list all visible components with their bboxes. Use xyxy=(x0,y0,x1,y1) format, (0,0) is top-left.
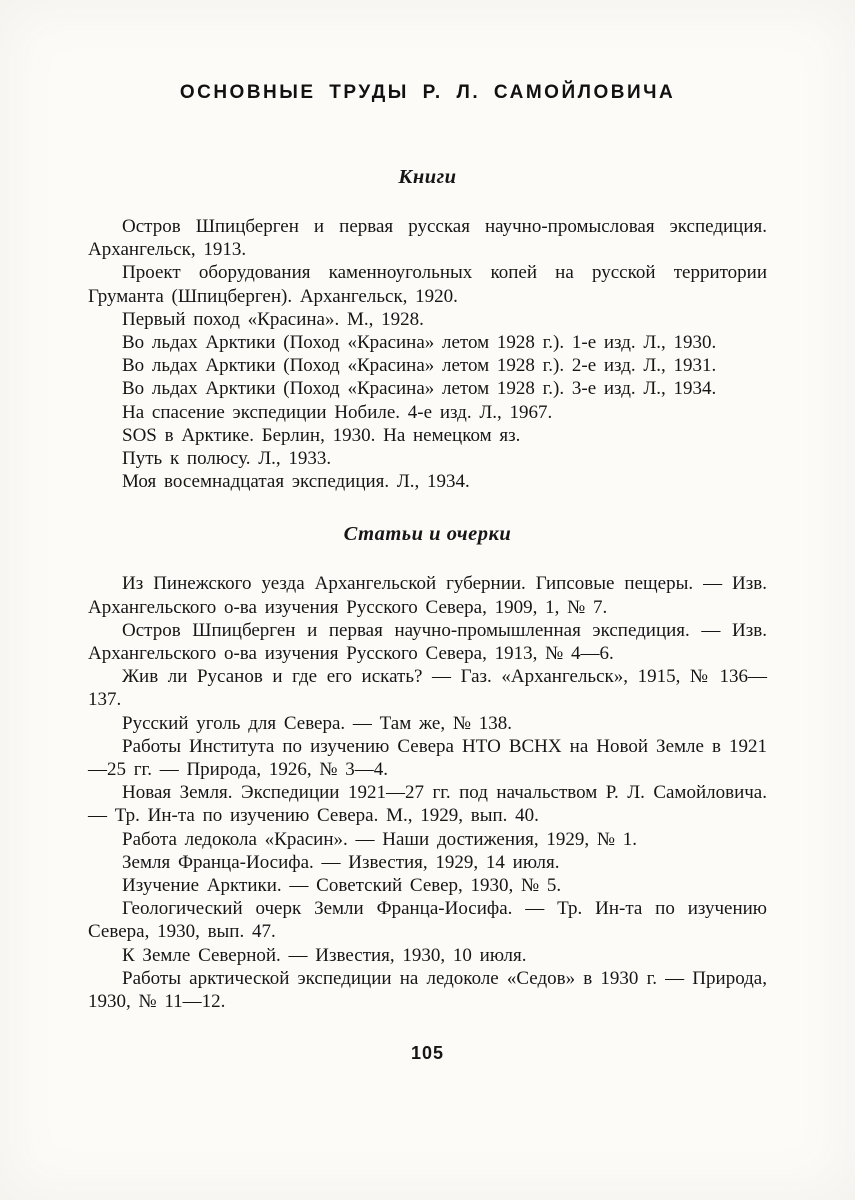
bibliography-entry: Проект оборудования каменноугольных копей на русской территории Груманта (Шпицберген). Архангельск, 1920. xyxy=(88,262,767,307)
bibliography-entry: Остров Шпицберген и первая русская научно-промысловая экспедиция. Архангельск, 1913. xyxy=(88,216,767,261)
bibliography-entry: Из Пинежского уезда Архангельской губернии. Гипсовые пещеры. — Изв. Архангельского о-ва изучения Русского Севера, 1909, 1, № 7. xyxy=(88,573,767,618)
bibliography-entry: Остров Шпицберген и первая научно-промышленная экспедиция. — Изв. Архангельского о-ва изучения Русского Севера, 1913, № 4—6. xyxy=(88,619,767,665)
bibliography-entry: К Земле Северной. — Известия, 1930, 10 июля. xyxy=(122,944,527,966)
bibliography-entry: Изучение Арктики. — Советский Север, 1930, № 5. xyxy=(122,875,562,897)
bibliography-entry: Работы Института по изучению Севера НТО ВСНХ на Новой Земле в 1921—25 гг. — Природа, 1926, № 3—4. xyxy=(88,735,767,781)
page-content xyxy=(88,0,767,1064)
bibliography-entry: Во льдах Арктики (Поход «Красина» летом 1928 г.). 1-е изд. Л., 1930. xyxy=(122,332,717,354)
page-title xyxy=(88,82,767,104)
bibliography-entry: На спасение экспедиции Нобиле. 4-е изд. Л., 1967. xyxy=(122,401,553,423)
page-number: 105 xyxy=(410,1043,445,1064)
bibliography-entry: Путь к полюсу. Л., 1933. xyxy=(122,448,332,470)
bibliography-entry: Русский уголь для Севера. — Там же, № 138. xyxy=(122,712,512,734)
bibliography-entry: Моя восемнадцатая экспедиция. Л., 1934. xyxy=(122,471,470,493)
bibliography-entry: Во льдах Арктики (Поход «Красина» летом 1928 г.). 2-е изд. Л., 1931. xyxy=(122,355,717,377)
bibliography-entry: Геологический очерк Земли Франца-Иосифа. — Тр. Ин-та по изучению Севера, 1930, вып. 47. xyxy=(88,898,767,943)
section-heading-books: Книги xyxy=(398,166,457,188)
bibliography-entry: Земля Франца-Иосифа. — Известия, 1929, 14 июля. xyxy=(122,851,560,873)
bibliography-entry: Новая Земля. Экспедиции 1921—27 гг. под начальством Р. Л. Самойловича. — Тр. Ин-та по изучению Севера. М., 1929, вып. 40. xyxy=(88,782,767,827)
bibliography-entry: Во льдах Арктики (Поход «Красина» летом 1928 г.). 3-е изд. Л., 1934. xyxy=(122,378,717,400)
books-list xyxy=(88,215,767,493)
page-title-text: ОСНОВНЫЕ ТРУДЫ Р. Л. САМОЙЛОВИЧА xyxy=(179,82,676,103)
bibliography-entry: Работа ледокола «Красин». — Наши достижения, 1929, № 1. xyxy=(122,828,638,850)
bibliography-entry: SOS в Арктике. Берлин, 1930. На немецком яз. xyxy=(122,424,521,446)
bibliography-entry: Жив ли Русанов и где его искать? — Газ. «Архангельск», 1915, № 136—137. xyxy=(88,666,767,711)
bibliography-entry: Первый поход «Красина». М., 1928. xyxy=(122,308,424,330)
bibliography-entry: Работы арктической экспедиции на ледоколе «Седов» в 1930 г. — Природа, 1930, № 11—12. xyxy=(88,967,767,1013)
articles-list xyxy=(88,572,767,1013)
section-heading-articles: Статьи и очерки xyxy=(343,523,512,546)
